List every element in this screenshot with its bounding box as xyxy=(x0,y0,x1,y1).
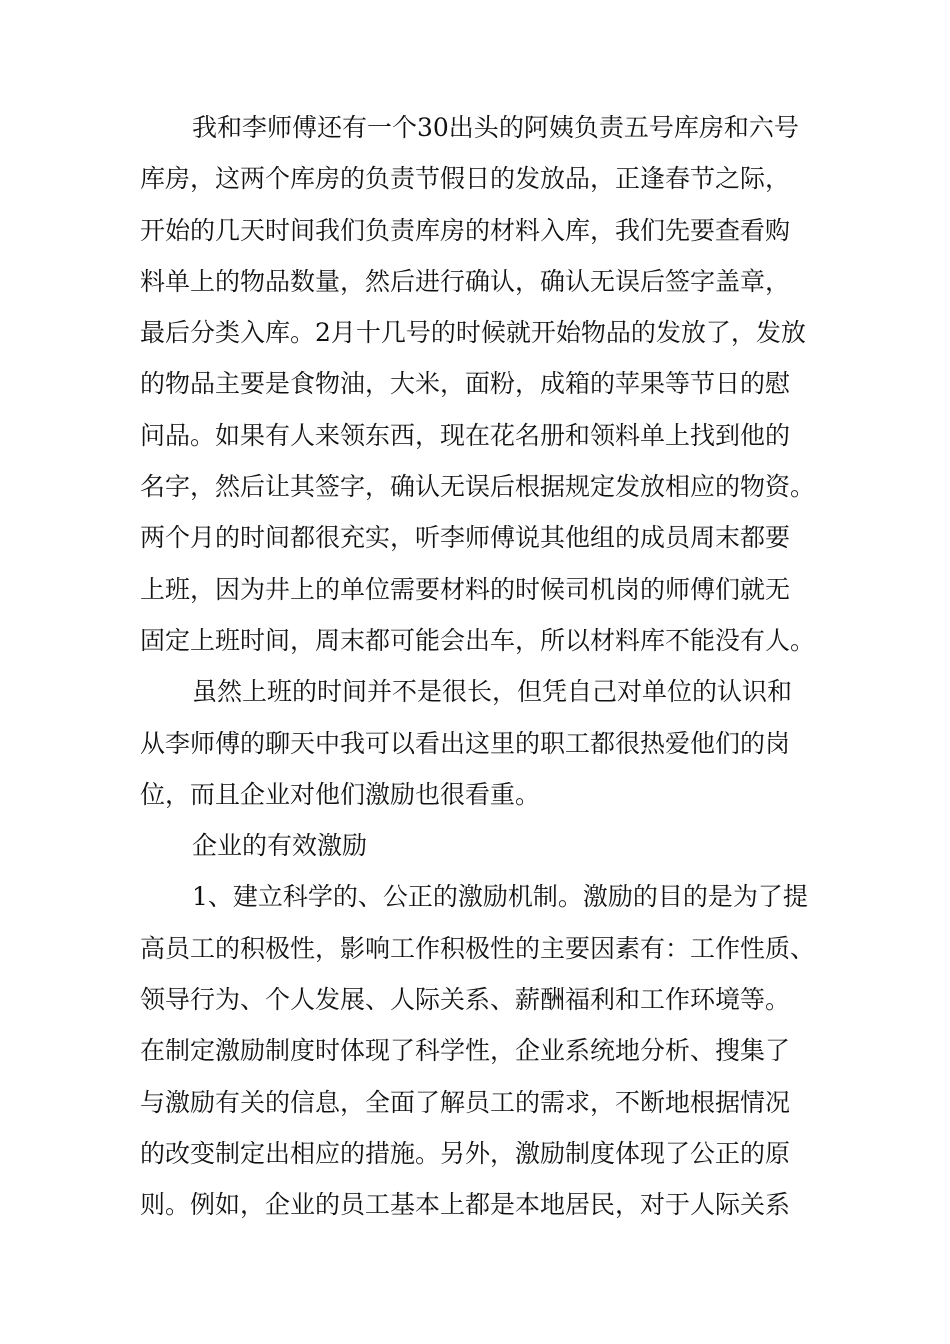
text-line: 开始的几天时间我们负责库房的材料入库，我们先要查看购 xyxy=(140,215,791,245)
section-heading: 企业的有效激励 xyxy=(192,831,368,861)
text-line: 的物品主要是食物油，大米，面粉，成箱的苹果等节日的慰 xyxy=(140,369,791,399)
text-line: 名字，然后让其签字，确认无误后根据规定发放相应的物资。 xyxy=(140,472,816,502)
text-line: 则。例如，企业的员工基本上都是本地居民，对于人际关系 xyxy=(140,1190,791,1220)
text-line: 位，而且企业对他们激励也很看重。 xyxy=(140,779,541,809)
text-line: 上班，因为井上的单位需要材料的时候司机岗的师傅们就无 xyxy=(140,574,791,604)
text-line: 1、建立科学的、公正的激励机制。激励的目的是为了提 xyxy=(192,882,808,912)
text-line: 在制定激励制度时体现了科学性，企业系统地分析、搜集了 xyxy=(140,1036,791,1066)
text-line: 我和李师傅还有一个30出头的阿姨负责五号库房和六号 xyxy=(192,113,799,142)
text-line: 固定上班时间，周末都可能会出车，所以材料库不能没有人。 xyxy=(140,625,816,655)
text-line: 料单上的物品数量，然后进行确认，确认无误后签字盖章， xyxy=(140,266,791,296)
text-line: 领导行为、个人发展、人际关系、薪酬福利和工作环境等。 xyxy=(140,985,791,1015)
body-text xyxy=(140,102,840,1231)
text-line: 两个月的时间都很充实，听李师傅说其他组的成员周末都要 xyxy=(140,523,791,553)
text-line: 最后分类入库。2月十几号的时候就开始物品的发放了，发放 xyxy=(140,318,806,348)
text-line: 高员工的积极性，影响工作积极性的主要因素有：工作性质、 xyxy=(140,933,816,963)
text-line: 的改变制定出相应的措施。另外，激励制度体现了公正的原 xyxy=(140,1138,791,1168)
text-line: 虽然上班的时间并不是很长，但凭自己对单位的认识和 xyxy=(192,677,793,707)
text-line: 库房，这两个库房的负责节假日的发放品，正逢春节之际， xyxy=(140,164,791,194)
text-line: 从李师傅的聊天中我可以看出这里的职工都很热爱他们的岗 xyxy=(140,728,791,758)
text-line: 问品。如果有人来领东西，现在花名册和领料单上找到他的 xyxy=(140,420,791,450)
text-line: 与激励有关的信息，全面了解员工的需求，不断地根据情况 xyxy=(140,1087,791,1117)
